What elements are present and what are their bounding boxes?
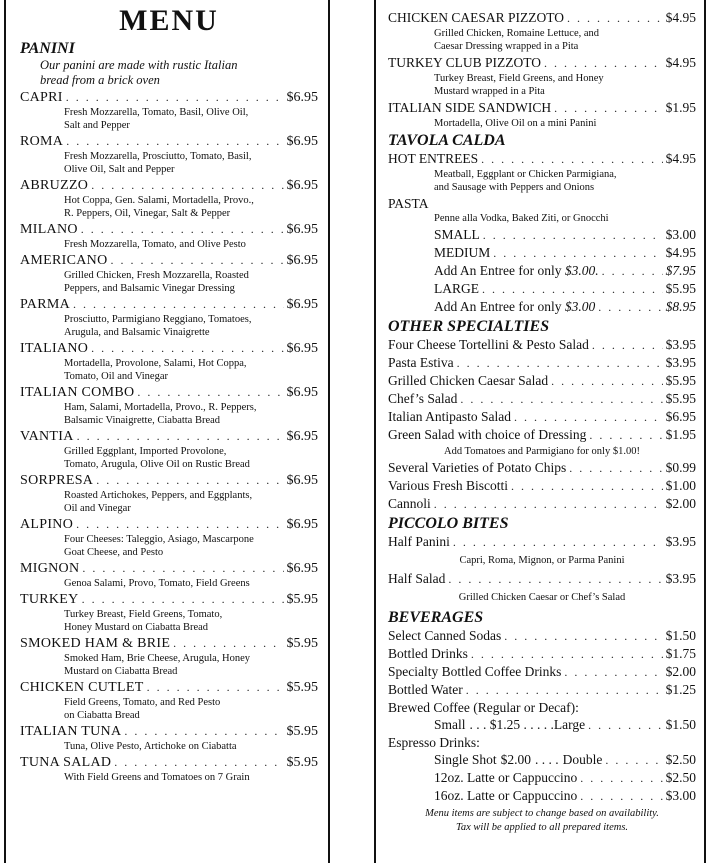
menu-item <box>388 645 696 663</box>
item-name: CHICKEN CUTLET <box>20 680 144 695</box>
item-price: $0.99 <box>665 460 696 475</box>
item-price: $6.95 <box>286 341 318 356</box>
menu-item-half-salad: Half Salad . . . $3.95 <box>388 570 696 588</box>
item-name: CHICKEN CAESAR PIZZOTO <box>388 10 565 25</box>
item-name: MIGNON <box>20 561 80 576</box>
item-price: $1.50 <box>665 628 696 643</box>
item-description: Ham, Salami, Mortadella, Provo., R. Peppers, Balsamic Vinaigrette, Ciabatta Bread <box>64 402 257 426</box>
item-name: SMOKED HAM & BRIE <box>20 636 171 651</box>
item-description: Mortadella, Olive Oil on a mini Panini <box>434 118 597 129</box>
menu-footer-note: Menu items are subject to change based on availability. Tax will be applied to all prepared items. <box>425 808 659 833</box>
item-name: HOT ENTREES <box>388 151 479 166</box>
item-description: Four Cheeses: Taleggio, Asiago, Mascarpone Goat Cheese, and Pesto <box>64 534 254 558</box>
menu-item <box>388 9 696 27</box>
pasta-label: PASTA <box>388 196 429 211</box>
item-name: SORPRESA <box>20 473 94 488</box>
menu-item <box>20 560 318 577</box>
item-name: ABRUZZO <box>20 178 89 193</box>
item-price: $6.95 <box>286 517 318 532</box>
item-price: $1.00 <box>665 478 696 493</box>
item-name: MILANO <box>20 222 78 237</box>
item-description: Turkey Breast, Field Greens, and Honey Mustard wrapped in a Pita <box>434 73 604 97</box>
item-description: Fresh Mozzarella, Prosciutto, Tomato, Basil, Olive Oil, Salt and Pepper <box>64 151 252 175</box>
menu-item <box>20 591 318 608</box>
item-name: TURKEY <box>20 592 79 607</box>
item-price: $6.95 <box>286 473 318 488</box>
item-price: $6.95 <box>286 429 318 444</box>
item-price: $4.95 <box>665 151 696 166</box>
item-price: $2.00 <box>665 496 696 511</box>
menu-item <box>20 384 318 401</box>
item-description: With Field Greens and Tomatoes on 7 Grain <box>64 772 250 783</box>
menu-item <box>20 252 318 269</box>
pasta-description: Penne alla Vodka, Baked Ziti, or Gnocchi <box>434 213 609 224</box>
item-price: $6.95 <box>665 409 696 424</box>
item-description: Roasted Artichokes, Peppers, and Eggplants, Oil and Vinegar <box>64 490 253 514</box>
panini-list <box>20 89 318 784</box>
half-salad-description: Grilled Chicken Caesar or Chef’s Salad <box>458 592 626 603</box>
item-name: VANTIA <box>20 429 74 444</box>
item-description: Grilled Chicken, Romaine Lettuce, and Caesar Dressing wrapped in a Pita <box>434 28 600 52</box>
item-name: TURKEY CLUB PIZZOTO <box>388 55 541 70</box>
item-name: TUNA SALAD <box>20 755 112 770</box>
menu-item <box>388 495 696 513</box>
item-price: $6.95 <box>286 561 318 576</box>
beverages-heading: BEVERAGES <box>388 609 484 626</box>
item-name: Green Salad with choice of Dressing <box>388 427 587 442</box>
item-price: $1.75 <box>665 646 696 661</box>
other-specialties-heading: OTHER SPECIALTIES <box>388 318 550 335</box>
menu-item <box>20 723 318 740</box>
left-menu-panel <box>4 0 330 863</box>
menu-item <box>388 54 696 72</box>
latte-12oz: 12oz. Latte or Cappuccino . . . $2.50 <box>388 769 696 787</box>
item-name: AMERICANO <box>20 253 108 268</box>
menu-item <box>388 372 696 390</box>
espresso-label: Espresso Drinks: <box>388 735 480 750</box>
item-price: $5.95 <box>665 391 696 406</box>
item-description: Mortadella, Provolone, Salami, Hot Coppa, Tomato, Oil and Vinegar <box>64 358 247 382</box>
item-price: $6.95 <box>286 385 318 400</box>
item-price: $3.95 <box>665 337 696 352</box>
item-description: Meatball, Eggplant or Chicken Parmigiana, and Sausage with Peppers and Onions <box>434 169 617 193</box>
menu-item <box>20 754 318 771</box>
menu-item <box>388 99 696 117</box>
item-description: Field Greens, Tomato, and Red Pesto on Ciabatta Bread <box>64 697 221 721</box>
item-price: $5.95 <box>286 724 318 739</box>
item-price: $5.95 <box>665 373 696 388</box>
menu-item <box>388 477 696 495</box>
beverages-list <box>388 627 696 699</box>
half-panini-description: Capri, Roma, Mignon, or Parma Panini <box>459 555 625 566</box>
menu-item <box>20 516 318 533</box>
item-description: Grilled Chicken, Fresh Mozzarella, Roasted Peppers, and Balsamic Vinegar Dressing <box>64 270 249 294</box>
menu-item <box>20 340 318 357</box>
item-price: $4.95 <box>665 10 696 25</box>
piccolo-bites-heading: PICCOLO BITES <box>388 515 509 532</box>
specialties-addon-note: Add Tomatoes and Parmigiano for only $1.00! <box>444 446 640 457</box>
menu-item <box>20 635 318 652</box>
other-specialties-list-2 <box>388 459 696 513</box>
panini-intro: Our panini are made with rustic Italian bread from a brick oven <box>40 58 238 87</box>
item-name: Bottled Drinks <box>388 646 468 661</box>
item-name: Four Cheese Tortellini & Pesto Salad <box>388 337 589 352</box>
item-description: Fresh Mozzarella, Tomato, Basil, Olive Oil, Salt and Pepper <box>64 107 249 131</box>
item-name: Specialty Bottled Coffee Drinks <box>388 664 562 679</box>
item-price: $1.25 <box>665 682 696 697</box>
item-name: ITALIAN TUNA <box>20 724 122 739</box>
item-name: Select Canned Sodas <box>388 628 502 643</box>
menu-item <box>20 177 318 194</box>
item-description: Prosciutto, Parmigiano Reggiano, Tomatoes, Arugula, and Balsamic Vinaigrette <box>64 314 252 338</box>
item-price: $6.95 <box>286 178 318 193</box>
pasta-large: LARGE . . . $5.95 <box>388 280 696 298</box>
right-menu-panel <box>374 0 706 863</box>
item-name: PARMA <box>20 297 71 312</box>
item-name: ROMA <box>20 134 64 149</box>
item-name: ITALIAN COMBO <box>20 385 135 400</box>
pasta-medium: MEDIUM . . . $4.95 <box>388 244 696 262</box>
item-name: Bottled Water <box>388 682 463 697</box>
item-name: ITALIANO <box>20 341 89 356</box>
espresso-shots: Single Shot $2.00 . . . . Double . . . $2.50 <box>388 751 696 769</box>
item-price: $6.95 <box>286 90 318 105</box>
menu-item <box>20 679 318 696</box>
item-name: Various Fresh Biscotti <box>388 478 508 493</box>
menu-item <box>388 426 696 444</box>
tavola-calda-heading: TAVOLA CALDA <box>388 132 506 149</box>
item-price: $6.95 <box>286 222 318 237</box>
menu-item <box>388 408 696 426</box>
item-price: $5.95 <box>286 592 318 607</box>
brewed-coffee-label: Brewed Coffee (Regular or Decaf): <box>388 700 579 715</box>
menu-item <box>388 390 696 408</box>
menu-item <box>388 354 696 372</box>
item-description: Tuna, Olive Pesto, Artichoke on Ciabatta <box>64 741 237 752</box>
item-price: $5.95 <box>286 755 318 770</box>
item-price: $5.95 <box>286 636 318 651</box>
menu-item <box>388 663 696 681</box>
menu-item <box>20 133 318 150</box>
item-name: ALPINO <box>20 517 74 532</box>
pizzoto-list <box>388 9 696 130</box>
latte-16oz: 16oz. Latte or Cappuccino . . . $3.00 <box>388 787 696 805</box>
pasta-large-entree-note: Add An Entree for only $3.00 . . . $8.95 <box>388 298 696 316</box>
item-name: ITALIAN SIDE SANDWICH <box>388 100 552 115</box>
item-description: Hot Coppa, Gen. Salami, Mortadella, Provo., R. Peppers, Oil, Vinegar, Salt & Pepper <box>64 195 254 219</box>
brewed-coffee-sizes: Small . . . $1.25 . . . . . Large . . . $1.50 <box>388 716 696 734</box>
menu-item <box>388 627 696 645</box>
item-description: Grilled Eggplant, Imported Provolone, Tomato, Arugula, Olive Oil on Rustic Bread <box>64 446 250 470</box>
item-price: $5.95 <box>286 680 318 695</box>
panini-heading: PANINI <box>20 40 75 57</box>
item-price: $4.95 <box>665 55 696 70</box>
item-name: Several Varieties of Potato Chips <box>388 460 567 475</box>
item-name: Pasta Estiva <box>388 355 454 370</box>
item-price: $1.95 <box>665 427 696 442</box>
menu-item <box>20 89 318 106</box>
menu-item <box>20 221 318 238</box>
other-specialties-list <box>388 336 696 444</box>
item-price: $6.95 <box>286 134 318 149</box>
item-name: Chef’s Salad <box>388 391 458 406</box>
menu-item <box>20 428 318 445</box>
item-price: $6.95 <box>286 253 318 268</box>
item-description: Genoa Salami, Provo, Tomato, Field Greens <box>64 578 250 589</box>
item-name: Italian Antipasto Salad <box>388 409 511 424</box>
menu-item <box>388 681 696 699</box>
menu-item <box>20 472 318 489</box>
item-description: Smoked Ham, Brie Cheese, Arugula, Honey Mustard on Ciabatta Bread <box>64 653 251 677</box>
pasta-medium-entree-note: Add An Entree for only $3.00. . . . $7.95 <box>388 262 696 280</box>
pasta-small: SMALL . . . $3.00 <box>388 226 696 244</box>
menu-item <box>388 336 696 354</box>
item-price: $6.95 <box>286 297 318 312</box>
item-description: Fresh Mozzarella, Tomato, and Olive Pesto <box>64 239 246 250</box>
menu-item-hot-entrees <box>388 150 696 168</box>
item-price: $3.95 <box>665 355 696 370</box>
item-name: Grilled Chicken Caesar Salad <box>388 373 549 388</box>
menu-item <box>388 459 696 477</box>
menu-item <box>20 296 318 313</box>
item-name: CAPRI <box>20 90 63 105</box>
item-price: $2.00 <box>665 664 696 679</box>
item-description: Turkey Breast, Field Greens, Tomato, Honey Mustard on Ciabatta Bread <box>64 609 223 633</box>
menu-title: MENU <box>119 4 219 37</box>
item-price: $1.95 <box>665 100 696 115</box>
menu-item-half-panini: Half Panini . . . $3.95 <box>388 533 696 551</box>
item-name: Cannoli <box>388 496 431 511</box>
